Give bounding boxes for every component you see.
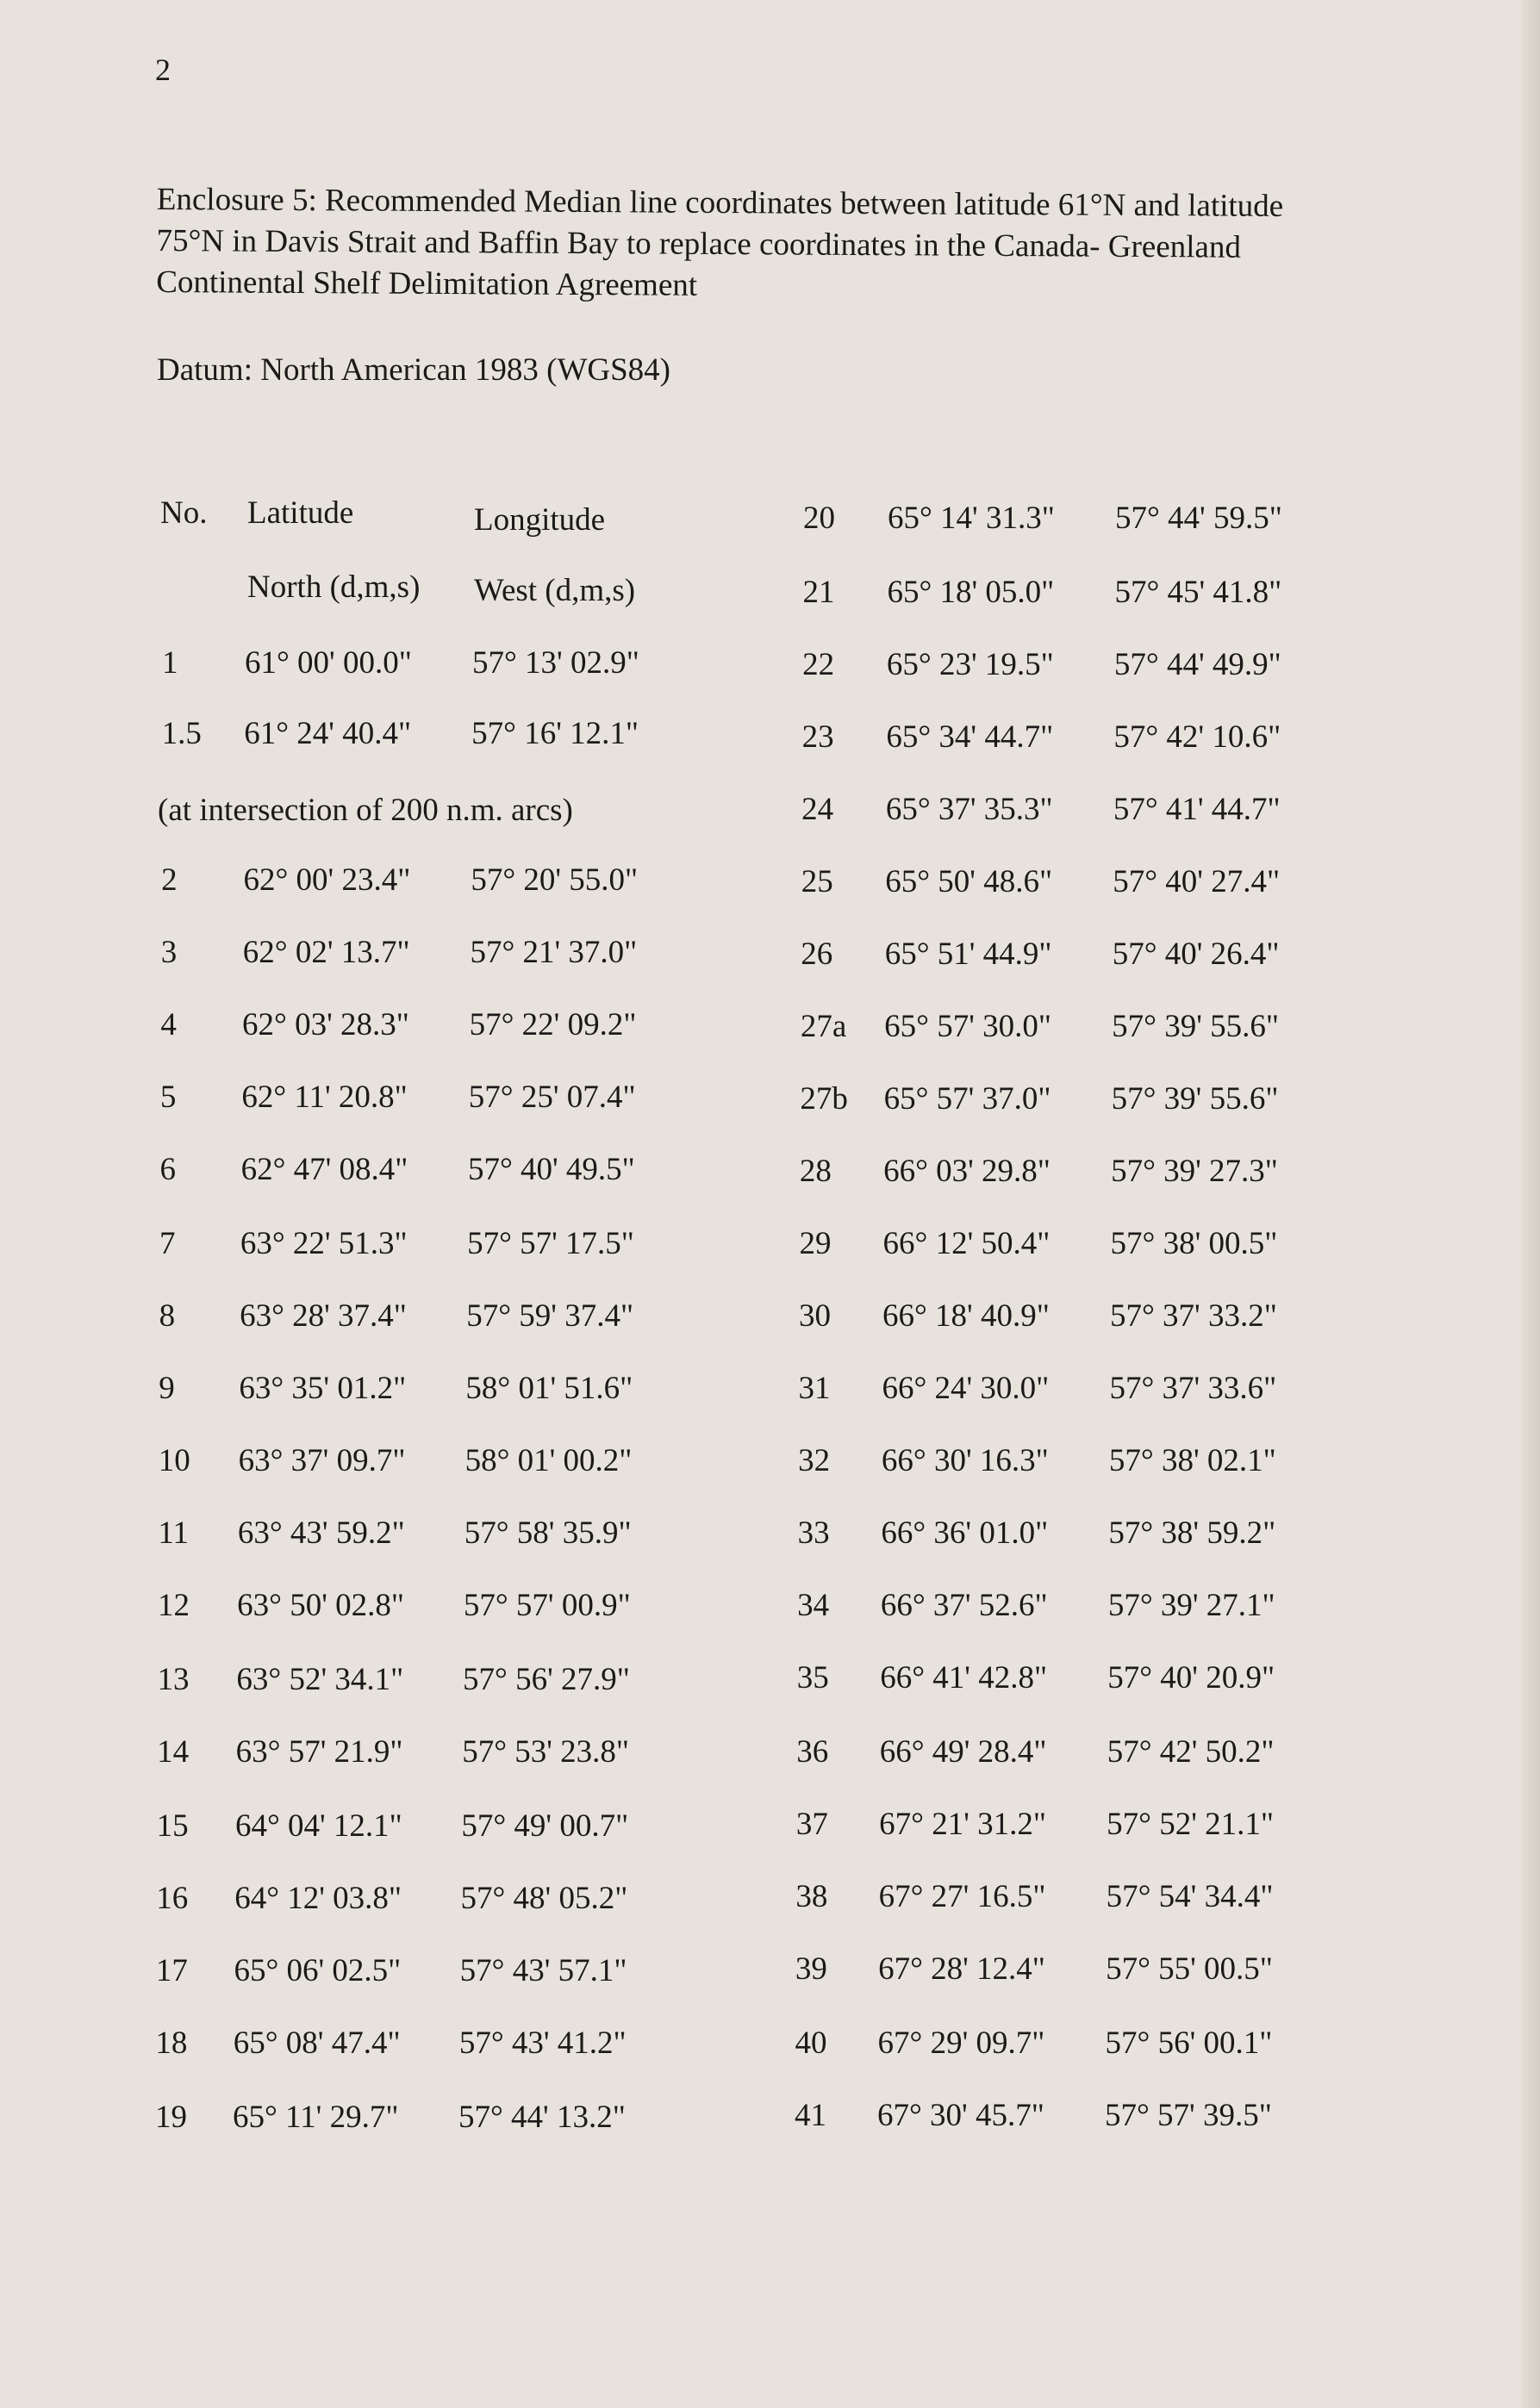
left-row-no-cell: 16	[156, 1881, 189, 1916]
right-row-no-cell: 27b	[800, 1081, 848, 1117]
left-row-lat-cell: 65° 06' 02.5"	[234, 1953, 402, 1988]
left-row-lon-cell: 57° 48' 05.2"	[460, 1881, 628, 1916]
left-row-lat-cell: 62° 03' 28.3"	[242, 1007, 409, 1042]
right-row-lat-cell: 65° 37' 35.3"	[885, 792, 1053, 827]
column-subheader-longitude: West (d,m,s)	[474, 573, 636, 608]
right-row-no-cell: 37	[795, 1807, 828, 1842]
left-row-lat-cell: 65° 11' 29.7"	[233, 2100, 399, 2135]
right-row-lat-cell: 65° 50' 48.6"	[885, 864, 1053, 899]
left-row-lon-cell: 57° 58' 35.9"	[464, 1515, 632, 1551]
left-row-lat-cell: 65° 08' 47.4"	[233, 2025, 401, 2061]
right-row-lon-cell: 57° 55' 00.5"	[1106, 1951, 1273, 1987]
right-row-lon-cell: 57° 38' 59.2"	[1108, 1515, 1276, 1551]
left-row-lat-cell: 63° 37' 09.7"	[238, 1443, 406, 1478]
right-row-lat-cell: 66° 41' 42.8"	[880, 1660, 1048, 1696]
column-header-latitude: Latitude	[247, 495, 354, 531]
left-row-no-cell: 8	[159, 1298, 176, 1334]
right-row-lon-cell: 57° 42' 10.6"	[1113, 719, 1281, 755]
left-row-no-cell: 7	[159, 1226, 176, 1261]
left-row-lat-cell: 63° 50' 02.8"	[237, 1588, 404, 1623]
right-row-no-cell: 30	[799, 1298, 831, 1334]
left-row-lat-cell: 63° 35' 01.2"	[239, 1371, 407, 1406]
right-row-no-cell: 41	[795, 2098, 826, 2133]
right-row-lon-cell: 57° 44' 59.5"	[1115, 501, 1282, 536]
left-row-lat-cell: 63° 28' 37.4"	[240, 1298, 407, 1334]
right-row-lon-cell: 57° 45' 41.8"	[1114, 575, 1282, 610]
right-row-no-cell: 21	[802, 575, 835, 610]
right-row-lat-cell: 66° 03' 29.8"	[883, 1154, 1051, 1189]
right-row-lat-cell: 67° 29' 09.7"	[877, 2025, 1045, 2061]
left-row-no-cell: 5	[159, 1080, 177, 1115]
left-row-no-cell: 3	[160, 935, 178, 970]
right-row-lon-cell: 57° 41' 44.7"	[1113, 792, 1281, 827]
intersection-note: (at intersection of 200 n.m. arcs)	[158, 793, 573, 828]
right-row-lon-cell: 57° 38' 02.1"	[1108, 1443, 1276, 1478]
page-number: 2	[155, 53, 171, 87]
left-row-no-cell: 1	[162, 645, 178, 681]
right-row-no-cell: 26	[801, 936, 833, 972]
left-row-no-cell: 4	[160, 1007, 177, 1042]
page-edge	[1521, 0, 1540, 2408]
column-subheader-latitude: North (d,m,s)	[247, 569, 421, 605]
left-row-lat-cell: 63° 57' 21.9"	[235, 1734, 403, 1770]
left-row-lon-cell: 57° 49' 00.7"	[461, 1808, 629, 1844]
right-row-lat-cell: 66° 18' 40.9"	[882, 1298, 1050, 1334]
left-row-no-cell: 15	[156, 1808, 189, 1844]
left-row-lon-cell: 57° 43' 41.2"	[458, 2025, 627, 2061]
right-row-lon-cell: 57° 40' 27.4"	[1113, 864, 1281, 899]
left-row-lon-cell: 57° 16' 12.1"	[471, 716, 639, 751]
left-row-lat-cell: 62° 47' 08.4"	[240, 1152, 408, 1187]
left-row-lon-cell: 58° 01' 00.2"	[464, 1443, 633, 1478]
left-row-no-cell: 1.5	[161, 716, 202, 751]
left-row-lon-cell: 57° 59' 37.4"	[466, 1298, 634, 1334]
left-row-lon-cell: 57° 13' 02.9"	[472, 645, 639, 681]
left-row-lat-cell: 63° 52' 34.1"	[236, 1662, 404, 1697]
left-row-lat-cell: 62° 11' 20.8"	[241, 1080, 408, 1115]
right-row-lon-cell: 57° 39' 55.6"	[1111, 1081, 1279, 1117]
right-row-lon-cell: 57° 44' 49.9"	[1113, 647, 1281, 682]
left-row-lat-cell: 64° 12' 03.8"	[234, 1881, 402, 1916]
column-header-no: No.	[160, 495, 208, 531]
right-row-no-cell: 35	[796, 1660, 829, 1696]
left-row-lon-cell: 57° 40' 49.5"	[467, 1152, 635, 1187]
left-row-lon-cell: 57° 53' 23.8"	[462, 1734, 630, 1770]
left-row-no-cell: 6	[159, 1152, 176, 1187]
right-row-lon-cell: 57° 57' 39.5"	[1105, 2098, 1272, 2133]
right-row-lat-cell: 66° 36' 01.0"	[881, 1515, 1049, 1551]
right-row-lat-cell: 65° 34' 44.7"	[886, 719, 1054, 755]
enclosure-heading: Enclosure 5: Recommended Median line coordinates between latitude 61°N and latitude 75°N in Davis Strait and Baffin Bay to replace coordinates in the Canada- Greenland Continental Shelf Delimitation Agreement	[156, 181, 1284, 303]
right-row-lon-cell: 57° 42' 50.2"	[1107, 1734, 1275, 1770]
left-row-lat-cell: 62° 02' 13.7"	[242, 935, 410, 970]
right-row-lon-cell: 57° 54' 34.4"	[1106, 1879, 1274, 1914]
right-row-lat-cell: 67° 28' 12.4"	[878, 1951, 1045, 1987]
left-row-no-cell: 13	[157, 1662, 190, 1697]
right-row-no-cell: 27a	[800, 1009, 847, 1044]
left-row-lon-cell: 57° 57' 00.9"	[463, 1588, 631, 1623]
right-row-lon-cell: 57° 40' 20.9"	[1107, 1660, 1275, 1696]
left-row-lon-cell: 57° 57' 17.5"	[467, 1226, 634, 1261]
right-row-lat-cell: 67° 27' 16.5"	[878, 1879, 1046, 1914]
right-row-lon-cell: 57° 39' 55.6"	[1112, 1009, 1279, 1044]
left-row-no-cell: 2	[161, 862, 178, 898]
right-row-no-cell: 36	[796, 1734, 829, 1770]
right-row-no-cell: 39	[795, 1951, 827, 1987]
left-row-lat-cell: 63° 43' 59.2"	[237, 1515, 405, 1551]
right-row-no-cell: 34	[797, 1588, 830, 1623]
right-row-no-cell: 32	[798, 1443, 831, 1478]
right-row-no-cell: 29	[799, 1226, 832, 1261]
right-row-no-cell: 38	[795, 1879, 828, 1914]
left-row-lon-cell: 57° 56' 27.9"	[463, 1662, 630, 1697]
right-row-lat-cell: 66° 12' 50.4"	[882, 1226, 1051, 1261]
left-row-lon-cell: 57° 43' 57.1"	[459, 1953, 627, 1988]
left-row-lon-cell: 58° 01' 51.6"	[465, 1371, 633, 1406]
right-row-lon-cell: 57° 37' 33.2"	[1110, 1298, 1277, 1334]
right-row-lat-cell: 65° 51' 44.9"	[884, 936, 1052, 972]
right-row-lat-cell: 66° 30' 16.3"	[881, 1443, 1049, 1478]
left-row-lat-cell: 62° 00' 23.4"	[243, 862, 411, 898]
right-row-lat-cell: 65° 57' 37.0"	[883, 1081, 1051, 1117]
right-row-lon-cell: 57° 38' 00.5"	[1110, 1226, 1278, 1261]
right-row-no-cell: 23	[801, 719, 834, 755]
right-row-lat-cell: 66° 24' 30.0"	[882, 1371, 1050, 1406]
left-row-no-cell: 12	[157, 1588, 190, 1623]
left-row-no-cell: 11	[158, 1515, 189, 1551]
left-row-lat-cell: 61° 24' 40.4"	[244, 716, 412, 751]
left-row-no-cell: 18	[155, 2025, 188, 2061]
right-row-lat-cell: 65° 57' 30.0"	[884, 1009, 1051, 1044]
right-row-lon-cell: 57° 39' 27.3"	[1111, 1154, 1278, 1189]
left-row-lon-cell: 57° 25' 07.4"	[468, 1080, 636, 1115]
right-row-lon-cell: 57° 52' 21.1"	[1107, 1807, 1274, 1842]
right-row-lat-cell: 66° 37' 52.6"	[880, 1588, 1048, 1623]
left-row-lat-cell: 64° 04' 12.1"	[234, 1808, 402, 1844]
right-row-lon-cell: 57° 39' 27.1"	[1107, 1588, 1275, 1623]
right-row-lat-cell: 67° 30' 45.7"	[877, 2098, 1044, 2133]
right-row-lon-cell: 57° 40' 26.4"	[1112, 936, 1280, 972]
right-row-lat-cell: 65° 23' 19.5"	[886, 647, 1054, 682]
right-row-lat-cell: 66° 49' 28.4"	[879, 1734, 1047, 1770]
right-row-no-cell: 22	[802, 647, 835, 682]
left-row-lon-cell: 57° 20' 55.0"	[471, 862, 639, 898]
right-row-no-cell: 20	[803, 501, 835, 536]
left-row-no-cell: 14	[157, 1734, 190, 1770]
right-row-lat-cell: 67° 21' 31.2"	[879, 1807, 1046, 1842]
right-row-no-cell: 24	[801, 792, 834, 827]
right-row-no-cell: 25	[801, 864, 833, 899]
left-row-no-cell: 10	[158, 1443, 190, 1478]
datum-line: Datum: North American 1983 (WGS84)	[157, 352, 670, 388]
right-row-no-cell: 28	[799, 1154, 832, 1189]
left-row-no-cell: 19	[155, 2100, 187, 2135]
right-row-lat-cell: 65° 18' 05.0"	[887, 575, 1055, 610]
left-row-lon-cell: 57° 22' 09.2"	[469, 1007, 637, 1042]
right-row-no-cell: 33	[797, 1515, 830, 1551]
left-row-lon-cell: 57° 44' 13.2"	[458, 2100, 626, 2135]
right-row-lat-cell: 65° 14' 31.3"	[888, 501, 1055, 536]
right-row-no-cell: 40	[795, 2025, 827, 2061]
left-row-lat-cell: 61° 00' 00.0"	[245, 645, 412, 681]
right-row-lon-cell: 57° 37' 33.6"	[1109, 1371, 1277, 1406]
column-header-longitude: Longitude	[474, 502, 606, 538]
left-row-lat-cell: 63° 22' 51.3"	[240, 1226, 408, 1261]
left-row-no-cell: 9	[159, 1371, 175, 1406]
left-row-no-cell: 17	[155, 1953, 188, 1988]
right-row-no-cell: 31	[798, 1371, 831, 1406]
right-row-lon-cell: 57° 56' 00.1"	[1105, 2025, 1273, 2061]
left-row-lon-cell: 57° 21' 37.0"	[470, 935, 638, 970]
